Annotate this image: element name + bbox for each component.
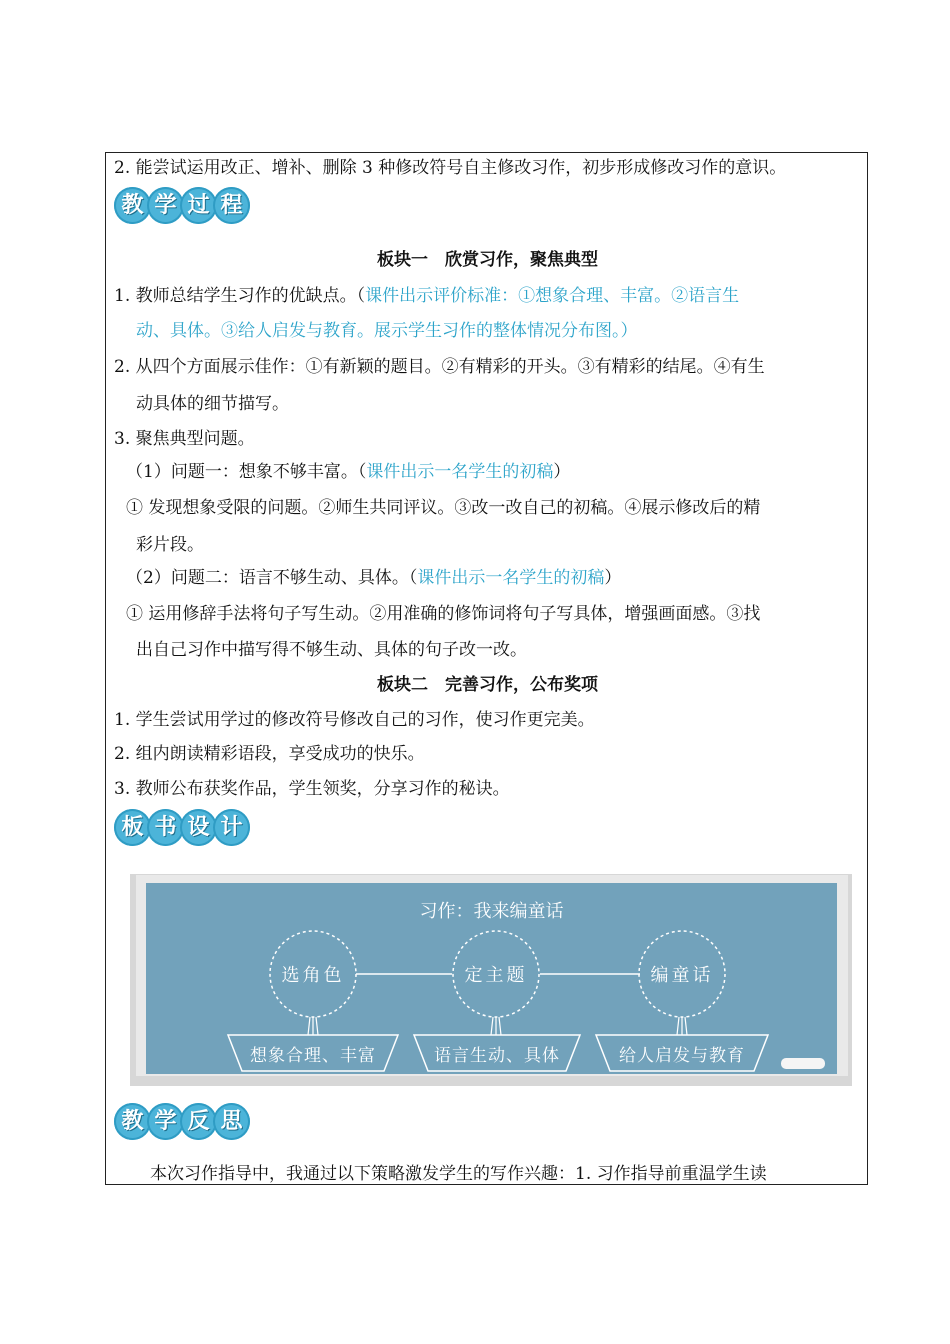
s1-item1-cont: 动、具体。③给人启发与教育。展示学生习作的整体情况分布图。） [136,321,638,341]
badge-teaching-reflection [114,1103,246,1141]
badge-char: 计 [213,809,250,846]
problem2-title [126,567,621,589]
circle-label-3: 编童话 [650,965,714,986]
s1-item1 [114,285,739,307]
courseware-note: 课件出示评价标准：①想象合理、丰富。②语言生 [365,286,740,306]
blackboard [146,883,837,1074]
badge-char: 板 [114,809,151,846]
problem1-title [126,461,570,483]
s2-item1: 1. 学生尝试用学过的修改符号修改自己的习作，使习作更完美。 [114,710,595,730]
stem-2 [491,1017,501,1035]
problem1-steps: ① 发现想象受限的问题。②师生共同评议。③改一改自己的初稿。④展示修改后的精 [126,498,761,518]
circle-label-2: 定主题 [464,965,528,986]
badge-char: 程 [213,187,250,224]
badge-char: 设 [180,809,217,846]
text: （1）问题一：想象不够丰富。（ [126,462,367,482]
box-label-3: 给人启发与教育 [619,1046,745,1066]
badge-char: 过 [180,187,217,224]
badge-char: 思 [213,1103,250,1140]
objective-line-2: 2. 能尝试运用改正、增补、删除 3 种修改符号自主修改习作，初步形成修改习作的意识。 [114,158,787,178]
section1-heading: 板块一 欣赏习作，聚焦典型 [377,250,598,270]
s1-item2: 2. 从四个方面展示佳作：①有新颖的题目。②有精彩的开头。③有精彩的结尾。④有生 [114,357,765,377]
box-label-2: 语言生动、具体 [434,1046,560,1066]
stem-3 [677,1017,687,1035]
badge-teaching-process [114,187,246,225]
badge-char: 学 [147,1103,184,1140]
problem1-steps-cont: 彩片段。 [136,535,204,555]
badge-char: 教 [114,187,151,224]
badge-char: 教 [114,1103,151,1140]
section2-heading: 板块二 完善习作，公布奖项 [377,675,598,695]
reflection-line: 本次习作指导中，我通过以下策略激发学生的写作兴趣：1. 习作指导前重温学生读 [150,1164,767,1184]
badge-board-design [114,809,246,847]
s1-item3: 3. 聚焦典型问题。 [114,429,255,449]
courseware-note: 课件出示一名学生的初稿 [417,568,605,588]
badge-char: 反 [180,1103,217,1140]
lesson-plan-frame [105,152,868,1185]
s1-item2-cont: 动具体的细节描写。 [136,394,289,414]
s2-item2: 2. 组内朗读精彩语段，享受成功的快乐。 [114,744,425,764]
board-diagram [146,883,837,1074]
text: ） [604,568,622,588]
chalk [781,1058,825,1069]
box-label-1: 想象合理、丰富 [250,1046,376,1066]
board-title: 习作：我来编童话 [419,901,564,922]
stem-1 [308,1017,318,1035]
circle-label-1: 选角色 [281,965,345,986]
courseware-note: 课件出示一名学生的初稿 [366,462,554,482]
problem2-steps: ① 运用修辞手法将句子写生动。②用准确的修饰词将句子写具体，增强画面感。③找 [126,604,761,624]
badge-char: 学 [147,187,184,224]
s2-item3: 3. 教师公布获奖作品，学生领奖，分享习作的秘诀。 [114,779,510,799]
problem2-steps-cont: 出自己习作中描写得不够生动、具体的句子改一改。 [136,640,527,660]
text: 1. 教师总结学生习作的优缺点。（ [114,286,366,306]
text: ） [553,462,571,482]
badge-char: 书 [147,809,184,846]
text: （2）问题二：语言不够生动、具体。（ [126,568,418,588]
